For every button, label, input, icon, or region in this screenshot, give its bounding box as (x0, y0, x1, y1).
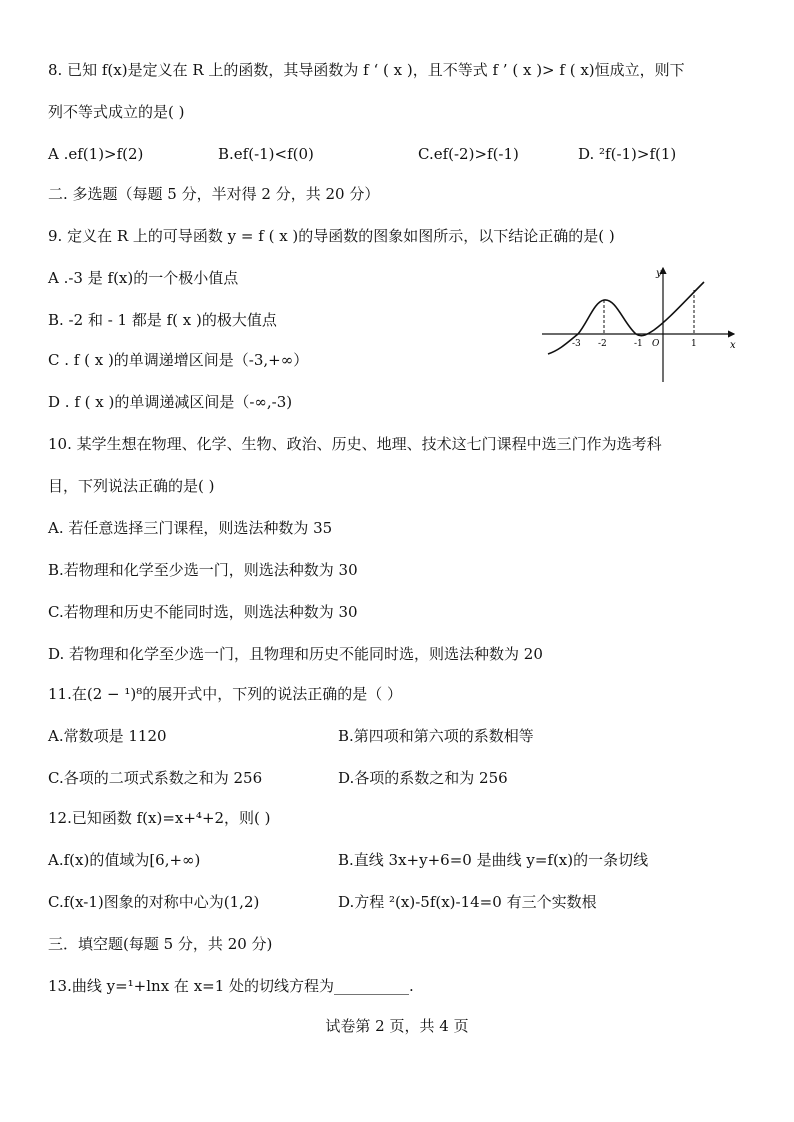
q9-option-b: B. -2 和 - 1 都是 f( x )的极大值点 (48, 311, 277, 329)
q8-option-b: B.ef(-1)<f(0) (218, 145, 314, 163)
tick-label-1: 1 (691, 339, 697, 349)
q10-stem-line2: 目，下列说法正确的是( ) (48, 477, 215, 495)
tick-label-minus2: -2 (598, 339, 607, 349)
q10-option-d: D. 若物理和化学至少选一门，且物理和历史不能同时选，则选法种数为 20 (48, 645, 543, 663)
q10-option-a: A. 若任意选择三门课程，则选法种数为 35 (48, 519, 333, 537)
q13-stem: 13.曲线 y=¹+lnx 在 x=1 处的切线方程为__________. (48, 977, 414, 995)
section-fill-in-heading: 三．填空题(每题 5 分，共 20 分) (48, 935, 273, 953)
q9-option-c: C . f ( x )的单调递增区间是（-3,+∞） (48, 351, 309, 369)
derivative-graph-figure (538, 262, 744, 386)
q11-option-b: B.第四项和第六项的系数相等 (338, 727, 534, 745)
q10-stem-line1: 10. 某学生想在物理、化学、生物、政治、历史、地理、技术这七门课程中选三门作为选考科 (48, 435, 662, 453)
q8-stem-line2: 列不等式成立的是( ) (48, 103, 185, 121)
q8-option-d: D. ²f(-1)>f(1) (578, 145, 677, 163)
q10-option-c: C.若物理和历史不能同时选，则选法种数为 30 (48, 603, 358, 621)
q11-option-c: C.各项的二项式系数之和为 256 (48, 769, 263, 787)
q9-option-a: A .-3 是 f(x)的一个极小值点 (48, 269, 239, 287)
y-axis-label: y (656, 268, 662, 279)
q11-option-d: D.各项的系数之和为 256 (338, 769, 508, 787)
q8-option-a: A .ef(1)>f(2) (48, 145, 144, 163)
q8-stem-line1: 8. 已知 f(x)是定义在 R 上的函数，其导函数为 f ‘ ( x )，且不等式 f ’ ( x )> f ( x)恒成立，则下 (48, 61, 685, 79)
page-footer: 试卷第 2 页，共 4 页 (325, 1017, 469, 1035)
q12-option-a: A.f(x)的值域为[6,+∞) (48, 851, 201, 869)
origin-label: O (652, 339, 660, 349)
q12-stem: 12.已知函数 f(x)=x+⁴+2，则( ) (48, 809, 271, 827)
q9-stem: 9. 定义在 R 上的可导函数 y = f ( x )的导函数的图象如图所示，以下结论正确的是( ) (48, 227, 615, 245)
q11-stem: 11.在(2 − ¹)⁸的展开式中，下列的说法正确的是（ ） (48, 685, 403, 703)
tick-label-minus3: -3 (572, 339, 581, 349)
tick-label-minus1: -1 (634, 339, 643, 349)
q9-option-d: D . f ( x )的单调递减区间是（-∞,-3) (48, 393, 293, 411)
q12-option-d: D.方程 ²(x)-5f(x)-14=0 有三个实数根 (338, 893, 597, 911)
section-multiple-choice-heading: 二. 多选题（每题 5 分，半对得 2 分，共 20 分） (48, 185, 380, 203)
x-axis-label: x (730, 340, 736, 351)
q10-option-b: B.若物理和化学至少选一门，则选法种数为 30 (48, 561, 358, 579)
q11-option-a: A.常数项是 1120 (48, 727, 167, 745)
q12-option-b: B.直线 3x+y+6=0 是曲线 y=f(x)的一条切线 (338, 851, 649, 869)
q12-option-c: C.f(x-1)图象的对称中心为(1,2) (48, 893, 260, 911)
q8-option-c: C.ef(-2)>f(-1) (418, 145, 519, 163)
